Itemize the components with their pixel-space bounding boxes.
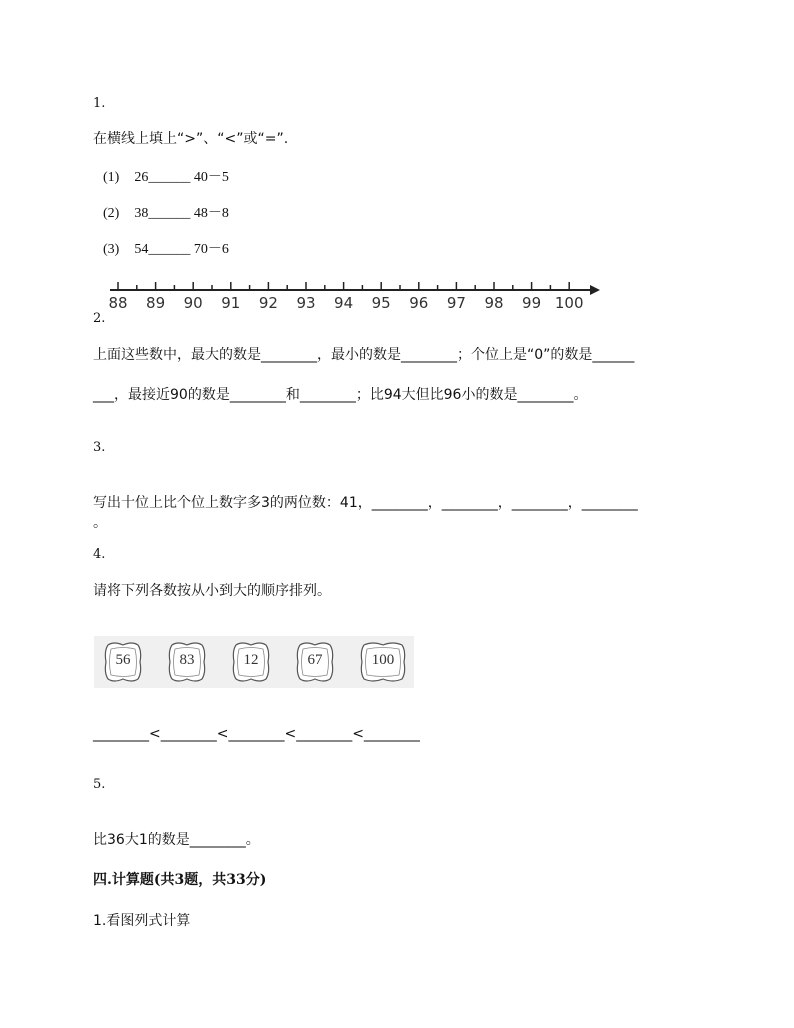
question-3-number: 3.	[93, 440, 106, 455]
q1-item-3-label: (3)	[103, 242, 120, 257]
number-tile-value: 100	[371, 652, 395, 668]
q1-item-2	[103, 202, 229, 222]
number-tile-value: 67	[307, 652, 323, 668]
q1-item-1-left: 26______	[134, 170, 191, 185]
question-3-line-2: 。	[93, 515, 107, 531]
question-2-line-2: ___，最接近90的数是________和________；比94大但比96小的数是________。	[93, 387, 588, 403]
question-4-instruction: 请将下列各数按从小到大的顺序排列。	[93, 583, 331, 599]
number-line-label: 96	[409, 294, 429, 312]
q1-item-3-left: 54______	[134, 242, 191, 257]
question-4-number: 4.	[93, 547, 106, 562]
q1-item-2-label: (2)	[103, 206, 120, 221]
q1-item-1	[103, 166, 229, 186]
q1-item-1-right: 40－5	[193, 170, 229, 185]
question-4-answer-line: ________<________<________<________<________	[93, 726, 420, 742]
number-line-label: 89	[146, 294, 166, 312]
number-line-label: 94	[334, 294, 354, 312]
section-4-heading: 四.计算题(共3题，共33分)	[93, 872, 267, 888]
question-1-number: 1.	[93, 96, 106, 111]
number-line	[106, 278, 602, 312]
number-tile	[356, 641, 410, 683]
number-line-label: 98	[484, 294, 504, 312]
number-tiles	[94, 636, 414, 688]
q1-item-2-left: 38______	[134, 206, 191, 221]
number-line-label: 91	[221, 294, 241, 312]
question-2-number: 2.	[93, 311, 106, 326]
q1-item-2-right: 48－8	[193, 206, 229, 221]
number-line-label: 90	[183, 294, 203, 312]
question-5-number: 5.	[93, 777, 106, 792]
number-line-label: 95	[371, 294, 391, 312]
number-tile	[228, 641, 274, 683]
number-tile-value: 83	[179, 652, 195, 668]
number-line-label: 93	[296, 294, 316, 312]
number-line-label: 88	[108, 294, 128, 312]
number-line-label: 97	[446, 294, 466, 312]
section-4-sub-1: 1.看图列式计算	[93, 913, 191, 929]
number-tile-value: 56	[115, 652, 131, 668]
number-line-label: 92	[258, 294, 278, 312]
question-2-line-1: 上面这些数中，最大的数是________，最小的数是________；个位上是“0”的数是______	[93, 347, 635, 363]
number-line-label: 100	[554, 294, 584, 312]
question-3-line-1: 写出十位上比个位上数字多3的两位数：41，________，________，________，________	[93, 495, 638, 511]
number-tile	[164, 641, 210, 683]
q1-item-1-label: (1)	[103, 170, 120, 185]
number-tile	[100, 641, 146, 683]
q1-item-3-right: 70－6	[193, 242, 229, 257]
number-line-label: 99	[522, 294, 542, 312]
number-tile	[292, 641, 338, 683]
q1-item-3	[103, 238, 229, 258]
number-tile-value: 12	[243, 652, 259, 668]
question-1-instruction: 在横线上填上“>”、“<”或“=”.	[93, 131, 289, 147]
question-5-text: 比36大1的数是________。	[93, 832, 260, 848]
number-line-arrow-icon	[590, 285, 600, 295]
